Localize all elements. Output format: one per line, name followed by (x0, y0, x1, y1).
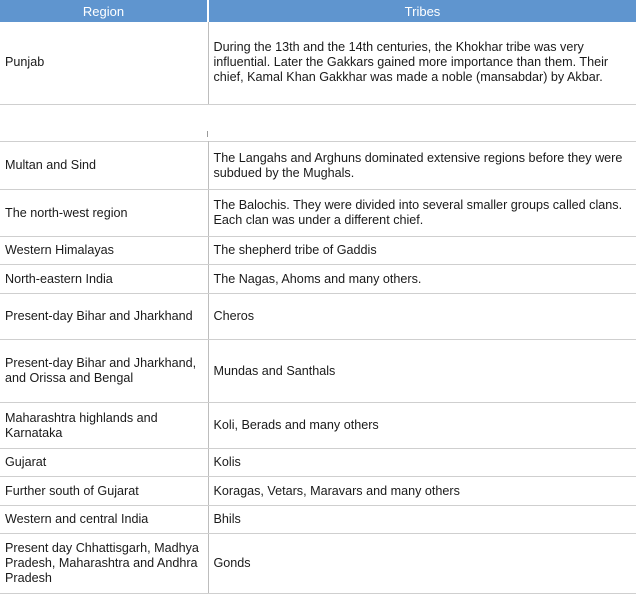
table-row (0, 190, 636, 237)
tribes-cell: The Nagas, Ahoms and many others. (208, 265, 636, 294)
table-row (0, 142, 636, 190)
tribes-table-top (0, 0, 636, 105)
table-row (0, 403, 636, 449)
table-row (0, 237, 636, 265)
region-cell: Western and central India (0, 506, 208, 534)
tribes-cell: The Balochis. They were divided into several smaller groups called clans. Each clan was under a different chief. (208, 190, 636, 237)
tribes-cell: Mundas and Santhals (208, 340, 636, 403)
column-header-tribes: Tribes (208, 0, 636, 22)
tribes-table-bottom (0, 141, 636, 594)
tribes-cell: Koli, Berads and many others (208, 403, 636, 449)
tribes-cell: Gonds (208, 534, 636, 594)
table-row (0, 449, 636, 477)
table-row (0, 294, 636, 340)
region-cell: Further south of Gujarat (0, 477, 208, 506)
region-cell: Present-day Bihar and Jharkhand, and Orissa and Bengal (0, 340, 208, 403)
region-cell: Multan and Sind (0, 142, 208, 190)
table-row (0, 22, 636, 104)
region-cell: North-eastern India (0, 265, 208, 294)
table-row (0, 340, 636, 403)
region-cell: Punjab (0, 22, 208, 104)
tribes-cell: The Langahs and Arghuns dominated extensive regions before they were subdued by the Mughals. (208, 142, 636, 190)
region-cell: Western Himalayas (0, 237, 208, 265)
tribes-cell: Cheros (208, 294, 636, 340)
table-row (0, 534, 636, 594)
tribes-cell: Koragas, Vetars, Maravars and many others (208, 477, 636, 506)
region-cell: Maharashtra highlands and Karnataka (0, 403, 208, 449)
column-divider-fragment (207, 131, 208, 137)
tribes-cell: Kolis (208, 449, 636, 477)
column-header-region: Region (0, 0, 208, 22)
region-cell: Present day Chhattisgarh, Madhya Pradesh, Maharashtra and Andhra Pradesh (0, 534, 208, 594)
tribes-cell: During the 13th and the 14th centuries, the Khokhar tribe was very influential. Later the Gakkars gained more importance than them. Their chief, Kamal Khan Gakkhar was made a noble (mansabdar) by Akbar. (208, 22, 636, 104)
table-row (0, 477, 636, 506)
region-cell: The north-west region (0, 190, 208, 237)
table-row (0, 506, 636, 534)
table-header-row (0, 0, 636, 22)
table-row (0, 265, 636, 294)
tribes-cell: The shepherd tribe of Gaddis (208, 237, 636, 265)
tribes-cell: Bhils (208, 506, 636, 534)
region-cell: Gujarat (0, 449, 208, 477)
region-cell: Present-day Bihar and Jharkhand (0, 294, 208, 340)
